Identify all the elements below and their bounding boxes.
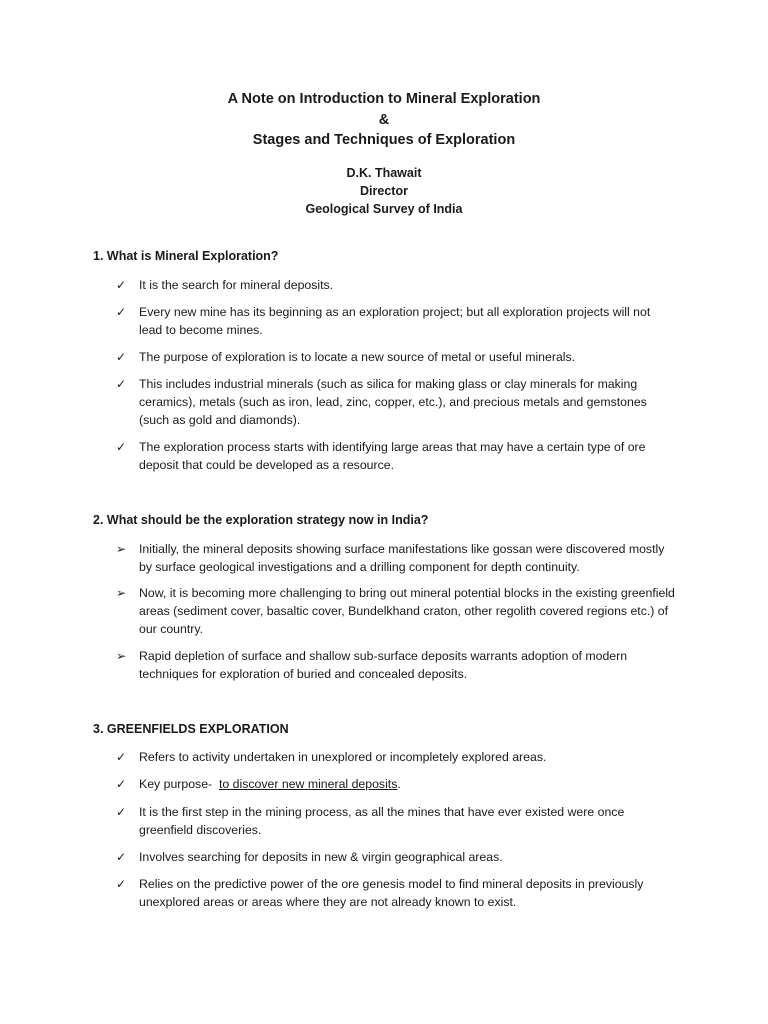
section-heading-3: 3. GREENFIELDS EXPLORATION xyxy=(93,722,289,736)
list-item-text: It is the search for mineral deposits. xyxy=(139,278,334,292)
list-item-text: Rapid depletion of surface and shallow sub-surface deposits warrants adoption of modern techniques for exploration of buried and concealed deposits. xyxy=(139,649,628,681)
checkmark-icon: ✓ xyxy=(116,805,127,819)
checkmark-icon: ✓ xyxy=(116,377,127,391)
author-block xyxy=(0,164,768,218)
arrow-bullet-icon: ➢ xyxy=(116,649,127,663)
author-org: Geological Survey of India xyxy=(305,202,463,216)
list-item-text: Involves searching for deposits in new & virgin geographical areas. xyxy=(139,850,503,864)
list-item xyxy=(116,803,676,839)
checkmark-icon: ✓ xyxy=(116,305,127,319)
list-item-text: Refers to activity undertaken in unexplored or incompletely explored areas. xyxy=(139,750,547,764)
list-item xyxy=(116,540,676,576)
section-heading-1: 1. What is Mineral Exploration? xyxy=(93,249,279,263)
title-line-3: Stages and Techniques of Exploration xyxy=(252,132,516,148)
list-item xyxy=(116,875,676,911)
checkmark-icon: ✓ xyxy=(116,440,127,454)
list-item xyxy=(116,438,676,474)
title-line-2: & xyxy=(378,111,390,128)
checkmark-icon: ✓ xyxy=(116,877,127,891)
list-item xyxy=(116,775,676,793)
list-item xyxy=(116,303,676,339)
list-item-text: The exploration process starts with identifying large areas that may have a certain type of ore deposit that could be developed as a resource. xyxy=(139,440,646,472)
author-role: Director xyxy=(360,184,408,198)
document-title xyxy=(0,89,768,151)
list-item-text: It is the first step in the mining process, as all the mines that have ever existed were once greenfield discoveries. xyxy=(139,805,625,837)
list-item xyxy=(116,584,676,638)
checkmark-icon: ✓ xyxy=(116,850,127,864)
arrow-bullet-icon: ➢ xyxy=(116,586,127,600)
list-item xyxy=(116,647,676,683)
list-item xyxy=(116,276,676,294)
checkmark-icon: ✓ xyxy=(116,278,127,292)
list-item xyxy=(116,375,676,429)
checkmark-icon: ✓ xyxy=(116,750,127,764)
author-name: D.K. Thawait xyxy=(346,166,422,180)
list-item xyxy=(116,348,676,366)
list-item xyxy=(116,748,676,766)
key-purpose-text: to discover new mineral deposits xyxy=(218,777,398,791)
list-item-text: This includes industrial minerals (such as silica for making glass or clay minerals for making ceramics), metals (such as iron, lead, zinc, copper, etc.), and precious metals and gemstones (such as gold and diamonds). xyxy=(139,377,647,427)
list-item-text: The purpose of exploration is to locate a new source of metal or useful minerals. xyxy=(139,350,576,364)
list-item-text: Now, it is becoming more challenging to bring out mineral potential blocks in the existing greenfield areas (sediment cover, basaltic cover, Bundelkhand craton, other regolith covered regions etc.) of our country. xyxy=(139,586,675,636)
list-item-text: Initially, the mineral deposits showing surface manifestations like gossan were discovered mostly by surface geological investigations and a drilling component for depth continuity. xyxy=(139,542,665,574)
list-item-text: Relies on the predictive power of the ore genesis model to find mineral deposits in previously unexplored areas or areas where they are not already known to exist. xyxy=(139,877,644,909)
list-item-text: Every new mine has its beginning as an exploration project; but all exploration projects will not lead to become mines. xyxy=(139,305,651,337)
title-line-1: A Note on Introduction to Mineral Exploration xyxy=(227,91,541,107)
list-item xyxy=(116,848,676,866)
arrow-bullet-icon: ➢ xyxy=(116,542,127,556)
list-item-text xyxy=(139,775,676,793)
checkmark-icon: ✓ xyxy=(116,777,127,791)
key-purpose-label: Key purpose- xyxy=(139,777,219,791)
section-heading-2: 2. What should be the exploration strategy now in India? xyxy=(93,513,429,527)
checkmark-icon: ✓ xyxy=(116,350,127,364)
key-purpose-tail: . xyxy=(397,777,401,791)
